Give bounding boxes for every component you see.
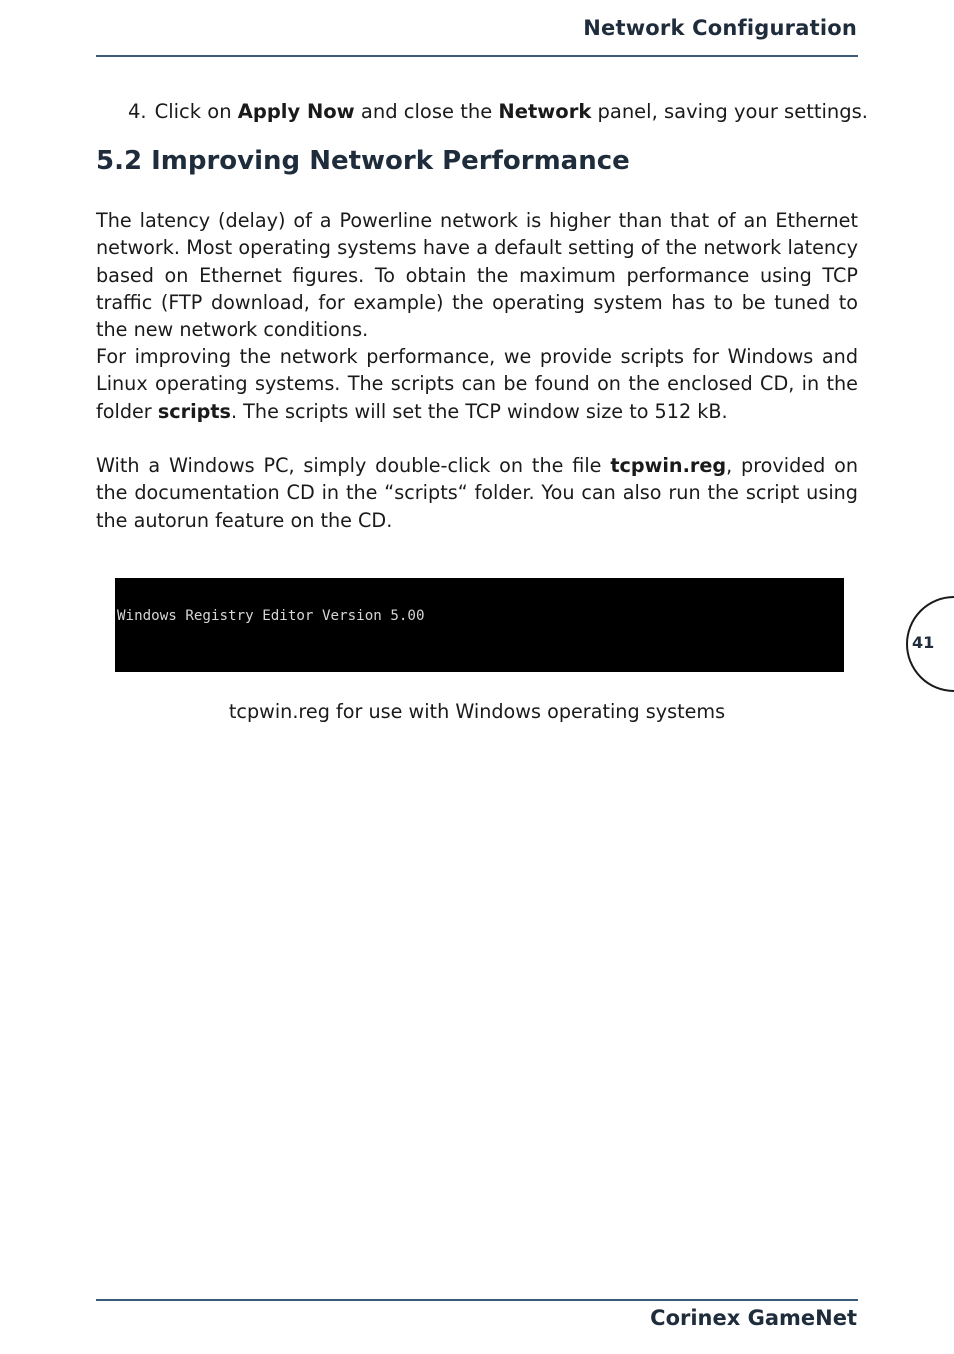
figure-caption: tcpwin.reg for use with Windows operating systems <box>228 700 726 723</box>
page-number: 41 <box>912 633 935 652</box>
paragraph-windows-text-2: , provided on the documentation CD in the “scripts“ folder. You can also run the script using the autorun feature on the CD. <box>96 454 858 532</box>
paragraph-scripts-text-1: For improving the network performance, we provide scripts for Windows and Linux operating systems. The scripts can be found on the enclosed CD, in the folder <box>96 345 858 423</box>
step-text-3: panel, saving your settings. <box>591 100 869 123</box>
registry-screenshot <box>115 578 844 672</box>
paragraph-latency <box>96 207 858 343</box>
tcpwin-file-term: tcpwin.reg <box>610 454 727 477</box>
paragraph-windows-text-1: With a Windows PC, simply double-click on the file <box>96 454 611 477</box>
paragraph-windows <box>96 452 858 534</box>
step-text-1: Click on <box>154 100 238 123</box>
scripts-folder-term: scripts <box>157 399 231 423</box>
step-number: 4. <box>128 100 147 123</box>
paragraph-scripts-text <box>96 343 858 425</box>
section-heading: 5.2 Improving Network Performance <box>96 146 630 176</box>
step-text-2: and close the <box>354 100 499 123</box>
terminal-line: Windows Registry Editor Version 5.00 <box>117 608 425 624</box>
paragraph-scripts <box>96 343 858 425</box>
footer-divider <box>96 1299 858 1301</box>
step-item <box>128 98 868 126</box>
paragraph-latency-text: The latency (delay) of a Powerline network is higher than that of an Ethernet network. Most operating systems have a default setting of the network latency based on Ethernet figures. To obtain the maximum performance using TCP traffic (FTP download, for example) the operating system has to be tuned to the new network conditions. <box>96 209 858 342</box>
paragraph-windows-text <box>96 452 858 534</box>
header-divider <box>96 55 858 57</box>
paragraph-scripts-text-2: . The scripts will set the TCP window size to 512 kB. <box>230 399 728 423</box>
terminal-line <box>117 656 842 672</box>
running-footer: Corinex GameNet <box>650 1306 857 1330</box>
apply-now-term: Apply Now <box>237 100 355 123</box>
network-term: Network <box>498 100 592 123</box>
running-header: Network Configuration <box>583 16 857 40</box>
